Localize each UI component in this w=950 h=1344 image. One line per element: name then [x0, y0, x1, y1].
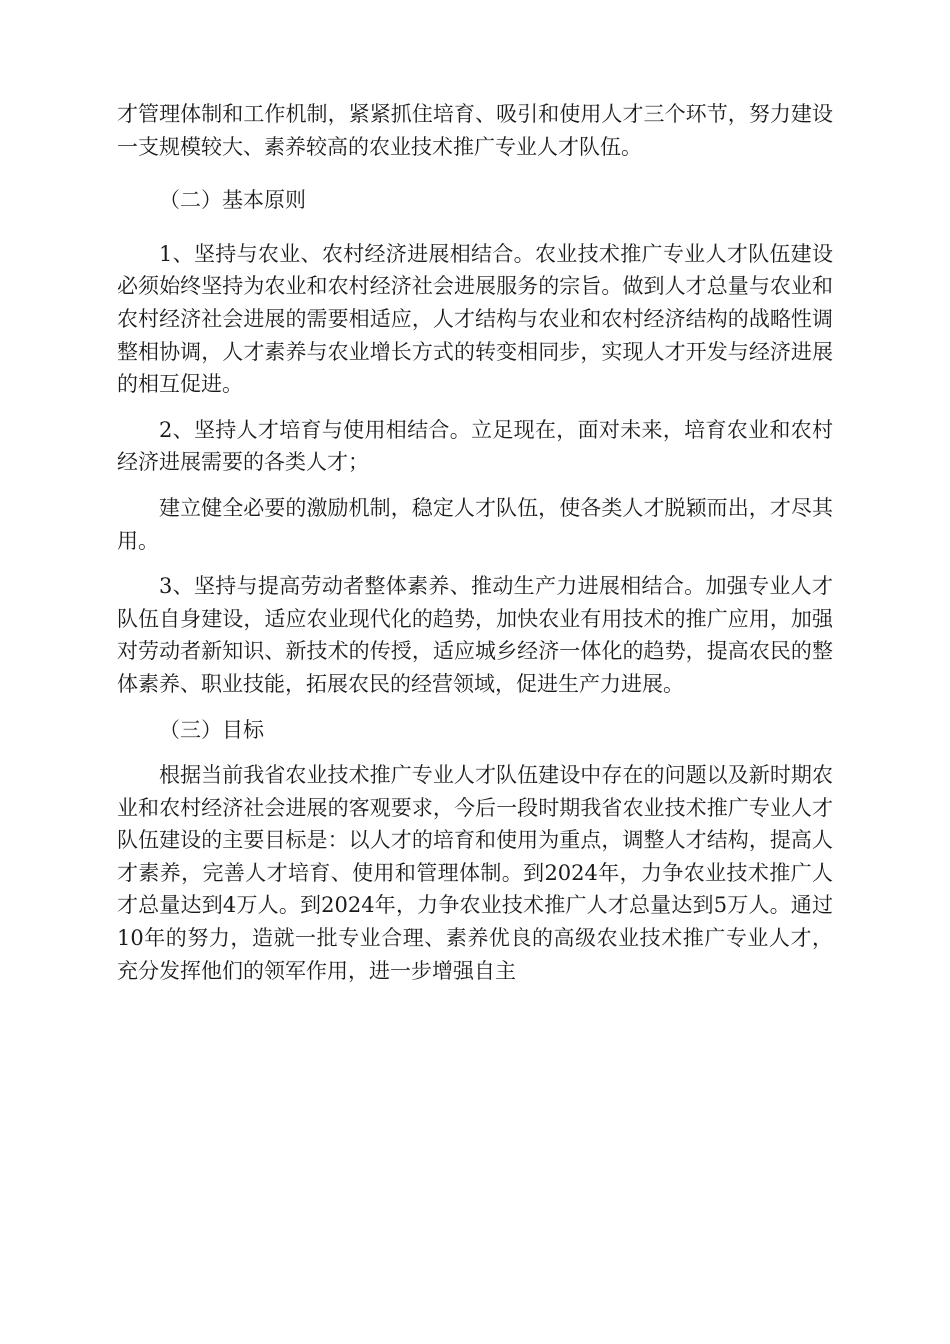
- paragraph-continuation: 才管理体制和工作机制，紧紧抓住培育、吸引和使用人才三个环节，努力建设一支规模较大、素养较高的农业技术推广专业人才队伍。: [117, 102, 833, 159]
- paragraph-principle-3: 3、坚持与提高劳动者整体素养、推动生产力进展相结合。加强专业人才队伍自身建设，适应农业现代化的趋势，加快农业有用技术的推广应用，加强对劳动者新知识、新技术的传授，适应城乡经济一体化的趋势，提高农民的整体素养、职业技能，拓展农民的经营领域，促进生产力进展。: [117, 574, 833, 696]
- document-page: [117, 98, 833, 987]
- paragraph-goals: 根据当前我省农业技术推广专业人才队伍建设中存在的问题以及新时期农业和农村经济社会进展的客观要求，今后一段时期我省农业技术推广专业人才队伍建设的主要目标是：以人才的培育和使用为重点，调整人才结构，提高人才素养，完善人才培育、使用和管理体制。到2024年，力争农业技术推广人才总量达到4万人。到2024年，力争农业技术推广人才总量达到5万人。通过10年的努力，造就一批专业合理、素养优良的高级农业技术推广专业人才，充分发挥他们的领军作用，进一步增强自主: [117, 763, 833, 983]
- paragraph-principle-2: 2、坚持人才培育与使用相结合。立足现在，面对未来，培育农业和农村经济进展需要的各类人才；: [117, 417, 833, 475]
- section-heading-goals: （三）目标: [159, 717, 264, 742]
- paragraph-principle-1: 1、坚持与农业、农村经济进展相结合。农业技术推广专业人才队伍建设必须始终坚持为农业和农村经济社会进展服务的宗旨。做到人才总量与农业和农村经济社会进展的需要相适应，人才结构与农业和农村经济结构的战略性调整相协调，人才素养与农业增长方式的转变相同步，实现人才开发与经济进展的相互促进。: [117, 241, 833, 397]
- section-heading-basic-principles: （二）基本原则: [159, 188, 306, 213]
- paragraph-principle-2-continued: 建立健全必要的激励机制，稳定人才队伍，使各类人才脱颖而出，才尽其用。: [117, 495, 833, 553]
